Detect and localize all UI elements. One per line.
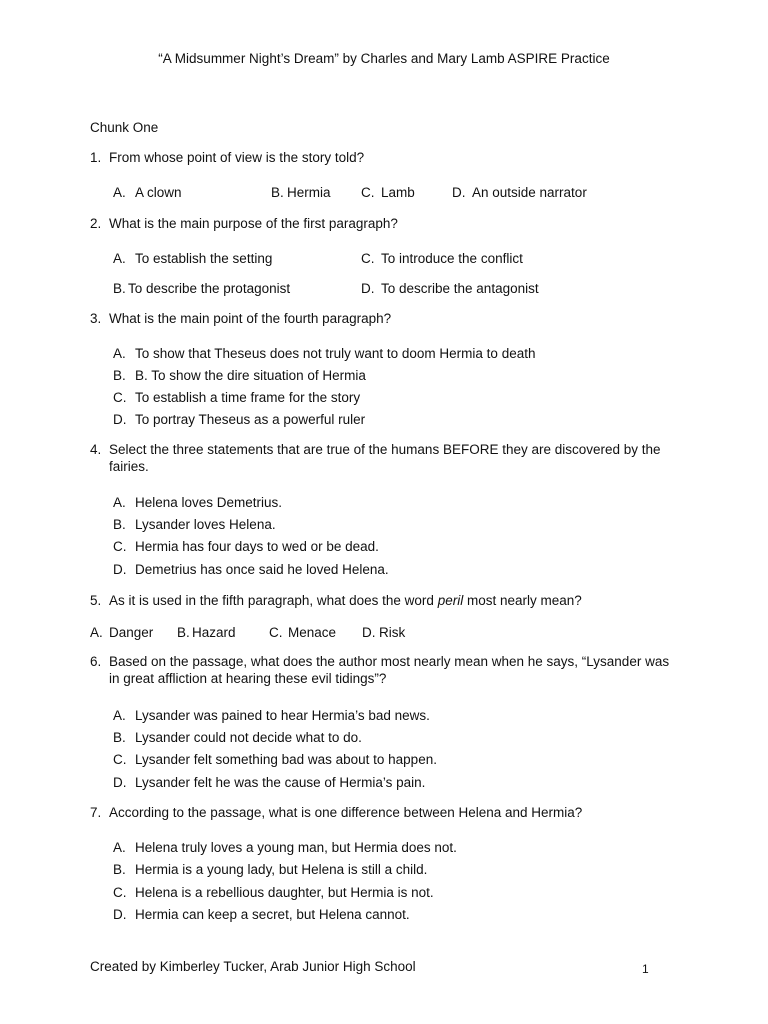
option-text: To describe the antagonist	[381, 281, 539, 296]
option-text: A clown	[135, 185, 182, 200]
section-heading: Chunk One	[90, 120, 159, 135]
option-letter: C.	[361, 251, 375, 266]
option-text: To describe the protagonist	[128, 281, 291, 296]
option-text: Lysander felt he was the cause of Hermia’s pain.	[135, 775, 426, 790]
option-text: Hermia is a young lady, but Helena is still a child.	[135, 862, 428, 877]
question-number: 3.	[90, 311, 102, 326]
question-number: 1.	[90, 150, 102, 165]
option-letter: B.	[113, 862, 126, 877]
option-letter: C.	[269, 625, 283, 640]
question-text: What is the main purpose of the first paragraph?	[109, 216, 398, 231]
question-keyword: peril	[437, 593, 464, 608]
option-letter: B.	[113, 517, 126, 532]
question-text: What is the main point of the fourth paragraph?	[109, 311, 392, 326]
option-letter: C.	[113, 752, 127, 767]
question-text-part: most nearly mean?	[463, 593, 582, 608]
question-text-line-1: Based on the passage, what does the author most nearly mean when he says, “Lysander was	[109, 654, 670, 669]
option-text: Risk	[379, 625, 406, 640]
option-text: An outside narrator	[472, 185, 587, 200]
option-text: Hermia can keep a secret, but Helena cannot.	[135, 907, 410, 922]
question-text-line-2: in great affliction at hearing these evil tidings”?	[109, 671, 387, 686]
option-letter: A.	[113, 251, 126, 266]
option-letter: D.	[113, 907, 127, 922]
option-letter: B.	[177, 625, 190, 640]
option-text: Lysander loves Helena.	[135, 517, 276, 532]
option-text: To portray Theseus as a powerful ruler	[135, 412, 366, 427]
option-letter: D.	[113, 562, 127, 577]
option-text: Danger	[109, 625, 154, 640]
option-letter: A.	[90, 625, 103, 640]
option-text: Lamb	[381, 185, 415, 200]
question-text-line-1: Select the three statements that are true of the humans BEFORE they are discovered by the	[109, 442, 661, 457]
question-number: 4.	[90, 442, 102, 457]
option-letter: A.	[113, 708, 126, 723]
option-letter: C.	[113, 885, 127, 900]
option-text: Hazard	[192, 625, 236, 640]
question-text-part: As it is used in the fifth paragraph, what does the word	[109, 593, 438, 608]
option-letter: B.	[113, 281, 126, 296]
option-letter: A.	[113, 185, 126, 200]
option-letter: A.	[113, 495, 126, 510]
option-text: Lysander could not decide what to do.	[135, 730, 362, 745]
option-text: Hermia has four days to wed or be dead.	[135, 539, 379, 554]
page-number: 1	[642, 962, 649, 976]
option-letter: D.	[113, 412, 127, 427]
option-text: Menace	[288, 625, 337, 640]
option-text: Helena truly loves a young man, but Hermia does not.	[135, 840, 457, 855]
question-number: 7.	[90, 805, 102, 820]
option-text: Lysander felt something bad was about to happen.	[135, 752, 437, 767]
option-letter: B.	[113, 368, 126, 383]
option-text: Helena loves Demetrius.	[135, 495, 283, 510]
option-text: To establish the setting	[135, 251, 273, 266]
option-text: To show that Theseus does not truly want to doom Hermia to death	[135, 346, 536, 361]
option-text: Helena is a rebellious daughter, but Hermia is not.	[135, 885, 434, 900]
option-letter: C.	[113, 390, 127, 405]
option-letter: D.	[452, 185, 466, 200]
option-letter: A.	[113, 346, 126, 361]
option-letter: C.	[361, 185, 375, 200]
question-number: 5.	[90, 593, 102, 608]
option-letter: D.	[113, 775, 127, 790]
option-letter: B.	[271, 185, 284, 200]
option-text: To establish a time frame for the story	[135, 390, 361, 405]
option-letter: B.	[113, 730, 126, 745]
option-text: To introduce the conflict	[381, 251, 523, 266]
option-text: Lysander was pained to hear Hermia’s bad news.	[135, 708, 430, 723]
question-text-line-2: fairies.	[109, 459, 149, 474]
document-title: “A Midsummer Night’s Dream” by Charles and Mary Lamb ASPIRE Practice	[158, 51, 610, 66]
option-text: B. To show the dire situation of Hermia	[135, 368, 366, 383]
option-letter: A.	[113, 840, 126, 855]
option-letter: D.	[361, 281, 375, 296]
question-number: 6.	[90, 654, 102, 669]
footer-credit: Created by Kimberley Tucker, Arab Junior High School	[90, 959, 416, 974]
question-text: From whose point of view is the story told?	[109, 150, 365, 165]
option-text: Demetrius has once said he loved Helena.	[135, 562, 389, 577]
question-number: 2.	[90, 216, 102, 231]
question-text	[109, 593, 582, 608]
option-text: Hermia	[287, 185, 331, 200]
option-letter: D.	[362, 625, 376, 640]
question-text: According to the passage, what is one difference between Helena and Hermia?	[109, 805, 583, 820]
option-letter: C.	[113, 539, 127, 554]
